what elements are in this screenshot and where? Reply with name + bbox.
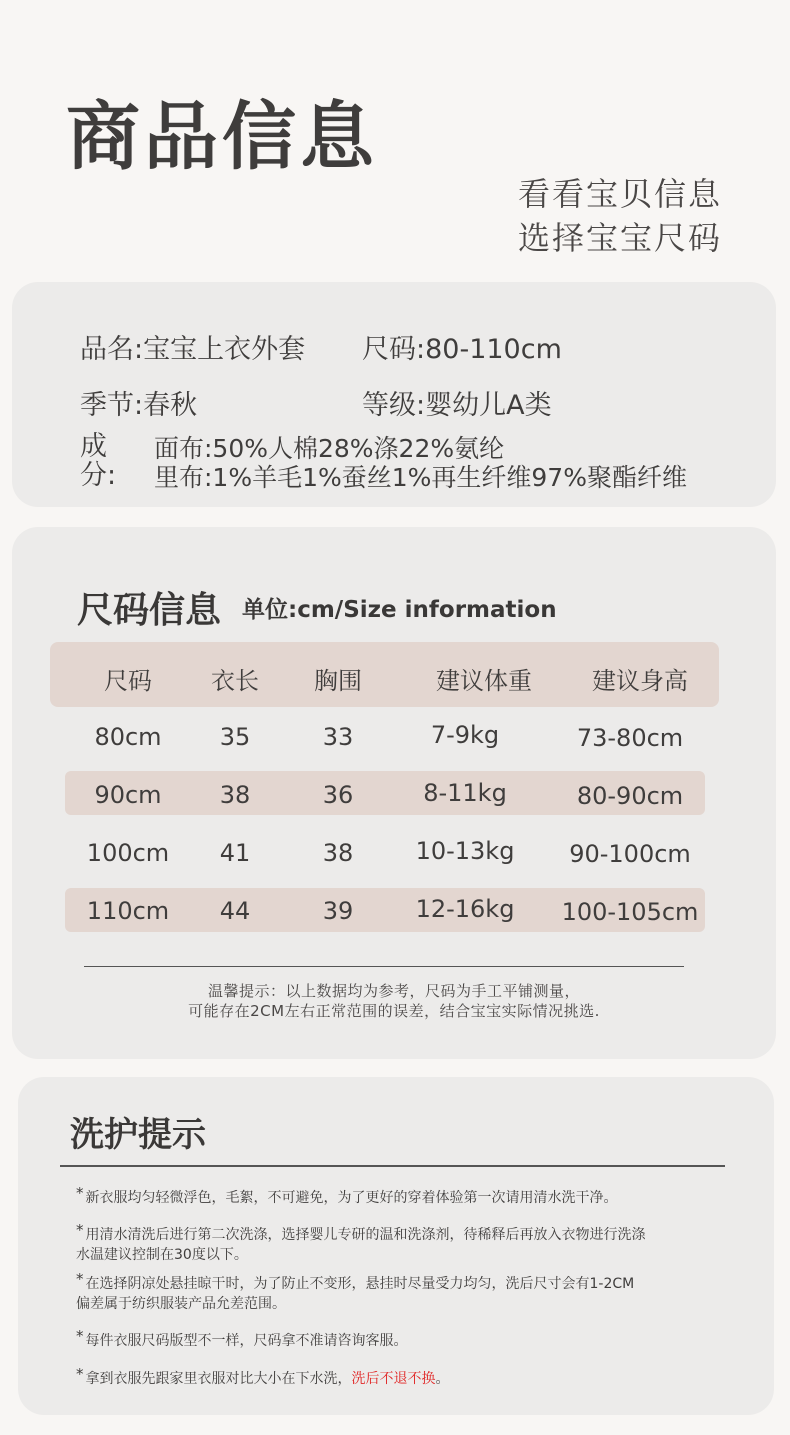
table-cell: 100-105cm (561, 898, 699, 926)
table-cell: 10-13kg (415, 837, 515, 865)
wash-note-text: 在选择阴凉处悬挂晾干时，为了防止不变形，悬挂时尽量受力均匀，洗后尺寸会有1-2CM (85, 1276, 635, 1292)
tip-line-2: 可能存在2CM左右正常范围的误差，结合宝宝实际情况挑选. (188, 1002, 600, 1020)
product-size-range: 尺码:80-110cm (362, 334, 562, 365)
wash-note (76, 1365, 450, 1389)
wash-note-text: 偏差属于纺织服装产品允差范围。 (76, 1296, 286, 1312)
product-grade: 等级:婴幼儿A类 (362, 390, 552, 421)
table-cell: 80-90cm (576, 782, 684, 810)
divider (60, 1165, 725, 1167)
size-unit-label: 单位:cm/Size information (242, 597, 557, 623)
wash-note (76, 1184, 618, 1208)
page-title: 商品信息 (66, 94, 378, 180)
product-info-card (12, 282, 776, 507)
asterisk: * (76, 1221, 84, 1239)
wash-note-text: 。 (435, 1371, 450, 1387)
no-return-warning: 洗后不退不换 (351, 1371, 436, 1387)
divider (84, 966, 684, 967)
product-name: 品名:宝宝上衣外套 (80, 334, 306, 365)
column-header: 衣长 (211, 667, 259, 695)
table-cell: 33 (322, 723, 354, 751)
wash-note-text: 水温建议控制在30度以下。 (76, 1247, 248, 1263)
asterisk: * (76, 1365, 84, 1383)
column-header: 胸围 (314, 667, 362, 695)
table-cell: 7-9kg (430, 721, 500, 749)
column-header: 尺码 (104, 667, 152, 695)
table-cell: 36 (322, 781, 354, 809)
wash-note-text: 拿到衣服先跟家里衣服对比大小在下水洗， (85, 1371, 352, 1387)
table-cell: 39 (322, 897, 354, 925)
wash-note-text: 新衣服均匀轻微浮色，毛絮，不可避免，为了更好的穿着体验第一次请用清水洗干净。 (85, 1190, 618, 1206)
product-season: 季节:春秋 (80, 390, 198, 421)
wash-note (76, 1270, 635, 1314)
asterisk: * (76, 1270, 84, 1288)
table-cell: 80cm (94, 723, 162, 751)
table-cell: 38 (219, 781, 251, 809)
table-cell: 90-100cm (569, 840, 691, 868)
asterisk: * (76, 1327, 84, 1345)
table-cell: 90cm (94, 781, 162, 809)
wash-note-text: 每件衣服尺码版型不一样，尺码拿不准请咨询客服。 (85, 1333, 408, 1349)
composition-outer: 面布:50%人棉28%涤22%氨纶 (154, 434, 505, 463)
table-cell: 35 (219, 723, 251, 751)
asterisk: * (76, 1184, 84, 1202)
subtitle-line-1: 看看宝贝信息 (517, 175, 722, 213)
wash-note (76, 1221, 646, 1265)
column-header: 建议体重 (436, 667, 532, 695)
size-section-title: 尺码信息 (77, 590, 222, 631)
table-cell: 8-11kg (423, 779, 507, 807)
column-header: 建议身高 (592, 667, 688, 695)
table-cell: 110cm (86, 897, 170, 925)
size-table-header (50, 642, 719, 707)
wash-care-card (18, 1077, 774, 1415)
wash-section-title: 洗护提示 (70, 1115, 206, 1155)
tip-line-1: 温馨提示：以上数据均为参考，尺码为手工平铺测量， (207, 982, 580, 1000)
table-cell: 73-80cm (576, 724, 684, 752)
composition-label: 成分: (80, 431, 117, 491)
size-info-card (12, 527, 776, 1059)
table-cell: 100cm (86, 839, 170, 867)
table-cell: 44 (219, 897, 251, 925)
subtitle (518, 172, 722, 260)
composition-lining: 里布:1%羊毛1%蚕丝1%再生纤维97%聚酯纤维 (154, 463, 687, 492)
table-cell: 12-16kg (415, 895, 515, 923)
table-cell: 38 (322, 839, 354, 867)
wash-note (76, 1327, 408, 1351)
subtitle-line-2: 选择宝宝尺码 (517, 219, 722, 257)
table-cell: 41 (219, 839, 251, 867)
wash-note-text: 用清水清洗后进行第二次洗涤，选择婴儿专研的温和洗涤剂，待稀释后再放入衣物进行洗涤 (85, 1227, 646, 1243)
